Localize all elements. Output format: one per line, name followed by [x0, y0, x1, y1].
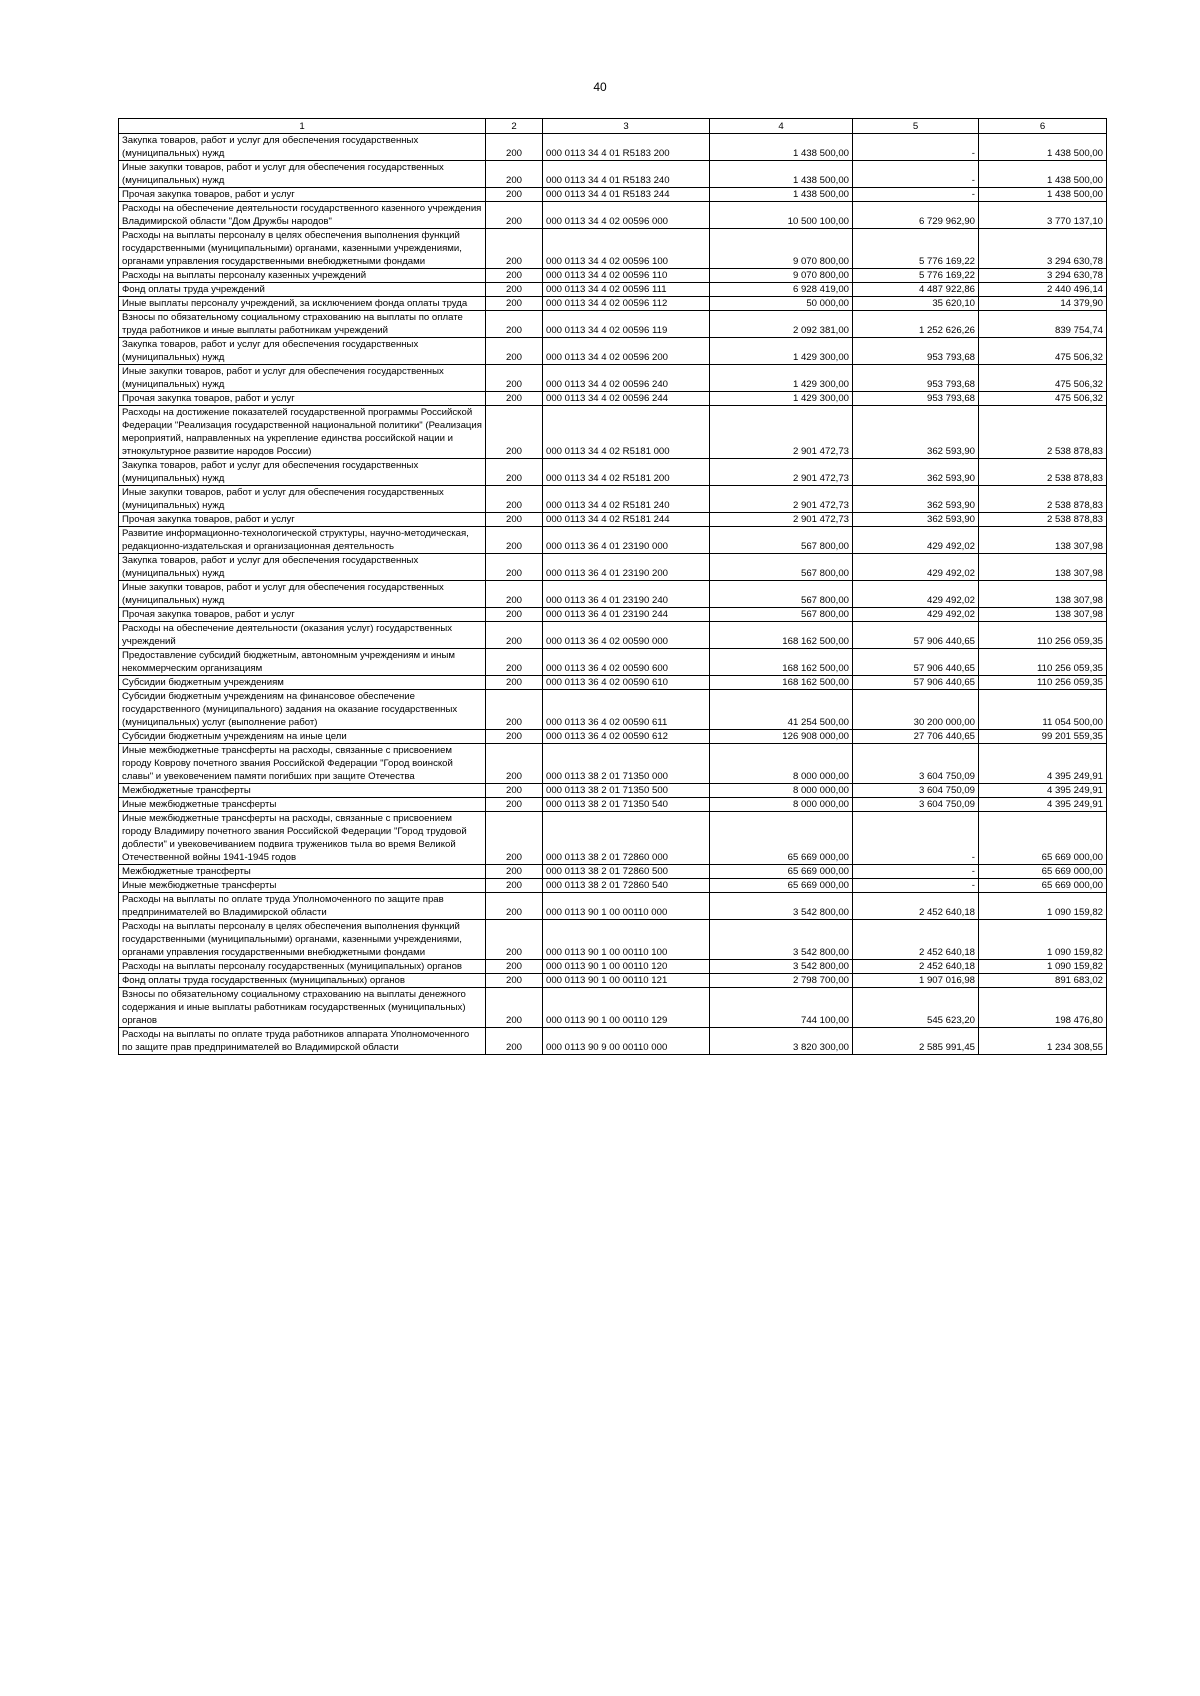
admin-code-cell: 200 [486, 920, 543, 960]
column-header: 5 [853, 119, 979, 134]
executed-amount-cell: - [853, 865, 979, 879]
table-row [119, 297, 1107, 311]
column-header: 2 [486, 119, 543, 134]
unexecuted-amount-cell: 110 256 059,35 [979, 649, 1107, 676]
expense-name-cell: Фонд оплаты труда учреждений [119, 283, 486, 297]
expense-name-cell: Предоставление субсидий бюджетным, автономным учреждениям и иным некоммерческим организациям [119, 649, 486, 676]
executed-amount-cell: 953 793,68 [853, 392, 979, 406]
admin-code-cell: 200 [486, 879, 543, 893]
executed-amount-cell: 3 604 750,09 [853, 798, 979, 812]
executed-amount-cell: 429 492,02 [853, 608, 979, 622]
column-header: 6 [979, 119, 1107, 134]
expense-name-cell: Иные межбюджетные трансферты на расходы, связанные с присвоением городу Владимиру почетного звания Российской Федерации "Город трудовой доблести" и увековечиванием подвига тружеников тыла во время Великой Отечественной войны 1941-1945 годов [119, 812, 486, 865]
page-number: 40 [593, 80, 607, 94]
expense-name-cell: Иные закупки товаров, работ и услуг для обеспечения государственных (муниципальных) нужд [119, 486, 486, 513]
expense-name-cell: Иные межбюджетные трансферты [119, 798, 486, 812]
approved-amount-cell: 567 800,00 [710, 608, 853, 622]
approved-amount-cell: 567 800,00 [710, 527, 853, 554]
unexecuted-amount-cell: 198 476,80 [979, 988, 1107, 1028]
admin-code-cell: 200 [486, 365, 543, 392]
executed-amount-cell: 5 776 169,22 [853, 229, 979, 269]
table-row [119, 338, 1107, 365]
expense-name-cell: Закупка товаров, работ и услуг для обеспечения государственных (муниципальных) нужд [119, 554, 486, 581]
expense-name-cell: Расходы на выплаты персоналу в целях обеспечения выполнения функций государственными (муниципальными) органами, казенными учреждениями, органами управления государственными внебюджетными фондами [119, 229, 486, 269]
executed-amount-cell: 2 585 991,45 [853, 1028, 979, 1055]
unexecuted-amount-cell: 2 538 878,83 [979, 513, 1107, 527]
budget-classification-code-cell: 000 0113 38 2 01 72860 500 [543, 865, 710, 879]
expense-name-cell: Расходы на достижение показателей государственной программы Российской Федерации "Реализация государственной национальной политики" (Реализация мероприятий, направленных на укрепление единства российской нации и этнокультурное развитие народов России) [119, 406, 486, 459]
budget-classification-code-cell: 000 0113 34 4 02 R5181 200 [543, 459, 710, 486]
table-row [119, 283, 1107, 297]
budget-classification-code-cell: 000 0113 34 4 01 R5183 240 [543, 161, 710, 188]
executed-amount-cell: 1 252 626,26 [853, 311, 979, 338]
budget-classification-code-cell: 000 0113 36 4 02 00590 612 [543, 730, 710, 744]
unexecuted-amount-cell: 891 683,02 [979, 974, 1107, 988]
budget-classification-code-cell: 000 0113 36 4 01 23190 000 [543, 527, 710, 554]
unexecuted-amount-cell: 138 307,98 [979, 527, 1107, 554]
expense-name-cell: Расходы на выплаты по оплате труда работников аппарата Уполномоченного по защите прав предпринимателей во Владимирской области [119, 1028, 486, 1055]
unexecuted-amount-cell: 1 090 159,82 [979, 893, 1107, 920]
budget-classification-code-cell: 000 0113 36 4 02 00590 600 [543, 649, 710, 676]
table-row [119, 406, 1107, 459]
expense-name-cell: Иные закупки товаров, работ и услуг для обеспечения государственных (муниципальных) нужд [119, 161, 486, 188]
executed-amount-cell: 429 492,02 [853, 581, 979, 608]
table-row [119, 784, 1107, 798]
executed-amount-cell: 6 729 962,90 [853, 202, 979, 229]
table-row [119, 134, 1107, 161]
table-row [119, 311, 1107, 338]
approved-amount-cell: 168 162 500,00 [710, 649, 853, 676]
expense-name-cell: Расходы на обеспечение деятельности (оказания услуг) государственных учреждений [119, 622, 486, 649]
unexecuted-amount-cell: 1 234 308,55 [979, 1028, 1107, 1055]
executed-amount-cell: - [853, 188, 979, 202]
admin-code-cell: 200 [486, 554, 543, 581]
executed-amount-cell: 362 593,90 [853, 406, 979, 459]
admin-code-cell: 200 [486, 798, 543, 812]
table-row [119, 920, 1107, 960]
admin-code-cell: 200 [486, 622, 543, 649]
approved-amount-cell: 126 908 000,00 [710, 730, 853, 744]
admin-code-cell: 200 [486, 676, 543, 690]
table-row [119, 812, 1107, 865]
column-number-row [119, 119, 1107, 134]
approved-amount-cell: 2 901 472,73 [710, 406, 853, 459]
unexecuted-amount-cell: 138 307,98 [979, 554, 1107, 581]
admin-code-cell: 200 [486, 513, 543, 527]
executed-amount-cell: 429 492,02 [853, 527, 979, 554]
unexecuted-amount-cell: 475 506,32 [979, 338, 1107, 365]
table-row [119, 608, 1107, 622]
approved-amount-cell: 1 429 300,00 [710, 365, 853, 392]
budget-classification-code-cell: 000 0113 90 1 00 00110 000 [543, 893, 710, 920]
unexecuted-amount-cell: 65 669 000,00 [979, 865, 1107, 879]
table-row [119, 229, 1107, 269]
budget-classification-code-cell: 000 0113 34 4 02 R5181 000 [543, 406, 710, 459]
unexecuted-amount-cell: 11 054 500,00 [979, 690, 1107, 730]
executed-amount-cell: 953 793,68 [853, 338, 979, 365]
executed-amount-cell: 362 593,90 [853, 513, 979, 527]
column-header: 3 [543, 119, 710, 134]
approved-amount-cell: 2 901 472,73 [710, 486, 853, 513]
approved-amount-cell: 2 901 472,73 [710, 459, 853, 486]
unexecuted-amount-cell: 99 201 559,35 [979, 730, 1107, 744]
admin-code-cell: 200 [486, 297, 543, 311]
admin-code-cell: 200 [486, 744, 543, 784]
executed-amount-cell: 35 620,10 [853, 297, 979, 311]
executed-amount-cell: 30 200 000,00 [853, 690, 979, 730]
approved-amount-cell: 567 800,00 [710, 581, 853, 608]
admin-code-cell: 200 [486, 893, 543, 920]
expense-name-cell: Закупка товаров, работ и услуг для обеспечения государственных (муниципальных) нужд [119, 134, 486, 161]
expense-name-cell: Субсидии бюджетным учреждениям на финансовое обеспечение государственного (муниципального) задания на оказание государственных (муниципальных) услуг (выполнение работ) [119, 690, 486, 730]
budget-classification-code-cell: 000 0113 34 4 02 R5181 244 [543, 513, 710, 527]
budget-classification-code-cell: 000 0113 38 2 01 71350 540 [543, 798, 710, 812]
admin-code-cell: 200 [486, 486, 543, 513]
expense-name-cell: Прочая закупка товаров, работ и услуг [119, 188, 486, 202]
approved-amount-cell: 50 000,00 [710, 297, 853, 311]
admin-code-cell: 200 [486, 988, 543, 1028]
executed-amount-cell: - [853, 161, 979, 188]
table-row [119, 690, 1107, 730]
executed-amount-cell: - [853, 879, 979, 893]
approved-amount-cell: 1 438 500,00 [710, 188, 853, 202]
expense-name-cell: Закупка товаров, работ и услуг для обеспечения государственных (муниципальных) нужд [119, 459, 486, 486]
expense-name-cell: Иные межбюджетные трансферты [119, 879, 486, 893]
approved-amount-cell: 8 000 000,00 [710, 798, 853, 812]
admin-code-cell: 200 [486, 649, 543, 676]
budget-classification-code-cell: 000 0113 34 4 02 00596 110 [543, 269, 710, 283]
expense-name-cell: Прочая закупка товаров, работ и услуг [119, 608, 486, 622]
budget-classification-code-cell: 000 0113 36 4 01 23190 200 [543, 554, 710, 581]
admin-code-cell: 200 [486, 392, 543, 406]
expense-name-cell: Расходы на выплаты персоналу государственных (муниципальных) органов [119, 960, 486, 974]
unexecuted-amount-cell: 110 256 059,35 [979, 676, 1107, 690]
table-row [119, 202, 1107, 229]
unexecuted-amount-cell: 839 754,74 [979, 311, 1107, 338]
admin-code-cell: 200 [486, 730, 543, 744]
unexecuted-amount-cell: 4 395 249,91 [979, 798, 1107, 812]
admin-code-cell: 200 [486, 527, 543, 554]
unexecuted-amount-cell: 110 256 059,35 [979, 622, 1107, 649]
executed-amount-cell: 27 706 440,65 [853, 730, 979, 744]
expense-name-cell: Прочая закупка товаров, работ и услуг [119, 392, 486, 406]
unexecuted-amount-cell: 2 538 878,83 [979, 459, 1107, 486]
executed-amount-cell: 3 604 750,09 [853, 784, 979, 798]
admin-code-cell: 200 [486, 608, 543, 622]
admin-code-cell: 200 [486, 812, 543, 865]
approved-amount-cell: 744 100,00 [710, 988, 853, 1028]
column-header: 4 [710, 119, 853, 134]
budget-classification-code-cell: 000 0113 34 4 02 00596 100 [543, 229, 710, 269]
expense-name-cell: Развитие информационно-технологической структуры, научно-методическая, редакционно-издательская и организационная деятельность [119, 527, 486, 554]
table-row [119, 161, 1107, 188]
table-row [119, 392, 1107, 406]
executed-amount-cell: 57 906 440,65 [853, 649, 979, 676]
budget-classification-code-cell: 000 0113 90 9 00 00110 000 [543, 1028, 710, 1055]
unexecuted-amount-cell: 65 669 000,00 [979, 812, 1107, 865]
unexecuted-amount-cell: 65 669 000,00 [979, 879, 1107, 893]
expense-name-cell: Расходы на выплаты по оплате труда Уполномоченного по защите прав предпринимателей во Владимирской области [119, 893, 486, 920]
unexecuted-amount-cell: 3 294 630,78 [979, 269, 1107, 283]
table-row [119, 649, 1107, 676]
unexecuted-amount-cell: 1 090 159,82 [979, 920, 1107, 960]
approved-amount-cell: 1 438 500,00 [710, 161, 853, 188]
approved-amount-cell: 3 542 800,00 [710, 960, 853, 974]
admin-code-cell: 200 [486, 581, 543, 608]
executed-amount-cell: 3 604 750,09 [853, 744, 979, 784]
table-row [119, 527, 1107, 554]
executed-amount-cell: - [853, 134, 979, 161]
approved-amount-cell: 168 162 500,00 [710, 676, 853, 690]
approved-amount-cell: 2 798 700,00 [710, 974, 853, 988]
budget-classification-code-cell: 000 0113 34 4 02 00596 240 [543, 365, 710, 392]
unexecuted-amount-cell: 138 307,98 [979, 581, 1107, 608]
budget-classification-code-cell: 000 0113 90 1 00 00110 100 [543, 920, 710, 960]
table-row [119, 893, 1107, 920]
unexecuted-amount-cell: 1 438 500,00 [979, 161, 1107, 188]
expense-name-cell: Взносы по обязательному социальному страхованию на выплаты по оплате труда работников и иные выплаты работникам учреждений [119, 311, 486, 338]
executed-amount-cell: 2 452 640,18 [853, 920, 979, 960]
unexecuted-amount-cell: 2 440 496,14 [979, 283, 1107, 297]
approved-amount-cell: 3 542 800,00 [710, 920, 853, 960]
budget-classification-code-cell: 000 0113 34 4 02 00596 200 [543, 338, 710, 365]
admin-code-cell: 200 [486, 865, 543, 879]
budget-classification-code-cell: 000 0113 34 4 02 R5181 240 [543, 486, 710, 513]
approved-amount-cell: 65 669 000,00 [710, 879, 853, 893]
expense-name-cell: Фонд оплаты труда государственных (муниципальных) органов [119, 974, 486, 988]
budget-classification-code-cell: 000 0113 36 4 02 00590 611 [543, 690, 710, 730]
column-header: 1 [119, 119, 486, 134]
budget-classification-code-cell: 000 0113 36 4 02 00590 610 [543, 676, 710, 690]
budget-classification-code-cell: 000 0113 38 2 01 71350 500 [543, 784, 710, 798]
executed-amount-cell: 1 907 016,98 [853, 974, 979, 988]
unexecuted-amount-cell: 475 506,32 [979, 365, 1107, 392]
admin-code-cell: 200 [486, 974, 543, 988]
expense-name-cell: Прочая закупка товаров, работ и услуг [119, 513, 486, 527]
unexecuted-amount-cell: 2 538 878,83 [979, 406, 1107, 459]
unexecuted-amount-cell: 4 395 249,91 [979, 744, 1107, 784]
executed-amount-cell: 362 593,90 [853, 459, 979, 486]
approved-amount-cell: 9 070 800,00 [710, 229, 853, 269]
expense-name-cell: Субсидии бюджетным учреждениям на иные цели [119, 730, 486, 744]
table-row [119, 974, 1107, 988]
approved-amount-cell: 9 070 800,00 [710, 269, 853, 283]
admin-code-cell: 200 [486, 229, 543, 269]
approved-amount-cell: 168 162 500,00 [710, 622, 853, 649]
budget-classification-code-cell: 000 0113 38 2 01 72860 000 [543, 812, 710, 865]
approved-amount-cell: 8 000 000,00 [710, 784, 853, 798]
unexecuted-amount-cell: 3 294 630,78 [979, 229, 1107, 269]
executed-amount-cell: 429 492,02 [853, 554, 979, 581]
admin-code-cell: 200 [486, 406, 543, 459]
admin-code-cell: 200 [486, 690, 543, 730]
admin-code-cell: 200 [486, 960, 543, 974]
expense-name-cell: Иные закупки товаров, работ и услуг для обеспечения государственных (муниципальных) нужд [119, 581, 486, 608]
approved-amount-cell: 3 542 800,00 [710, 893, 853, 920]
executed-amount-cell: 362 593,90 [853, 486, 979, 513]
budget-classification-code-cell: 000 0113 90 1 00 00110 129 [543, 988, 710, 1028]
budget-classification-code-cell: 000 0113 34 4 02 00596 112 [543, 297, 710, 311]
table-row [119, 188, 1107, 202]
admin-code-cell: 200 [486, 338, 543, 365]
table-row [119, 879, 1107, 893]
table-row [119, 676, 1107, 690]
expense-name-cell: Расходы на выплаты персоналу в целях обеспечения выполнения функций государственными (муниципальными) органами, казенными учреждениями, органами управления государственными внебюджетными фондами [119, 920, 486, 960]
approved-amount-cell: 2 901 472,73 [710, 513, 853, 527]
executed-amount-cell: 57 906 440,65 [853, 622, 979, 649]
approved-amount-cell: 65 669 000,00 [710, 865, 853, 879]
executed-amount-cell: 2 452 640,18 [853, 960, 979, 974]
budget-classification-code-cell: 000 0113 90 1 00 00110 121 [543, 974, 710, 988]
table-row [119, 960, 1107, 974]
unexecuted-amount-cell: 14 379,90 [979, 297, 1107, 311]
expense-name-cell: Иные межбюджетные трансферты на расходы, связанные с присвоением городу Коврову почетного звания Российской Федерации "Город воинской славы" и увековечением памяти погибших при защите Отечества [119, 744, 486, 784]
approved-amount-cell: 8 000 000,00 [710, 744, 853, 784]
budget-classification-code-cell: 000 0113 36 4 02 00590 000 [543, 622, 710, 649]
executed-amount-cell: 5 776 169,22 [853, 269, 979, 283]
approved-amount-cell: 10 500 100,00 [710, 202, 853, 229]
table-row [119, 730, 1107, 744]
expense-name-cell: Иные закупки товаров, работ и услуг для обеспечения государственных (муниципальных) нужд [119, 365, 486, 392]
admin-code-cell: 200 [486, 784, 543, 798]
table-row [119, 365, 1107, 392]
budget-classification-code-cell: 000 0113 34 4 02 00596 000 [543, 202, 710, 229]
executed-amount-cell: 545 623,20 [853, 988, 979, 1028]
approved-amount-cell: 567 800,00 [710, 554, 853, 581]
budget-classification-code-cell: 000 0113 34 4 02 00596 119 [543, 311, 710, 338]
executed-amount-cell: 953 793,68 [853, 365, 979, 392]
table-row [119, 269, 1107, 283]
approved-amount-cell: 3 820 300,00 [710, 1028, 853, 1055]
unexecuted-amount-cell: 1 438 500,00 [979, 134, 1107, 161]
admin-code-cell: 200 [486, 283, 543, 297]
unexecuted-amount-cell: 4 395 249,91 [979, 784, 1107, 798]
table-row [119, 513, 1107, 527]
expense-name-cell: Закупка товаров, работ и услуг для обеспечения государственных (муниципальных) нужд [119, 338, 486, 365]
table-row [119, 798, 1107, 812]
admin-code-cell: 200 [486, 311, 543, 338]
table-row [119, 459, 1107, 486]
approved-amount-cell: 6 928 419,00 [710, 283, 853, 297]
budget-classification-code-cell: 000 0113 38 2 01 71350 000 [543, 744, 710, 784]
approved-amount-cell: 1 438 500,00 [710, 134, 853, 161]
unexecuted-amount-cell: 2 538 878,83 [979, 486, 1107, 513]
table-row [119, 988, 1107, 1028]
budget-classification-code-cell: 000 0113 38 2 01 72860 540 [543, 879, 710, 893]
table-row [119, 865, 1107, 879]
table-row [119, 622, 1107, 649]
budget-classification-code-cell: 000 0113 34 4 01 R5183 200 [543, 134, 710, 161]
budget-classification-code-cell: 000 0113 36 4 01 23190 244 [543, 608, 710, 622]
budget-classification-code-cell: 000 0113 34 4 02 00596 111 [543, 283, 710, 297]
budget-classification-code-cell: 000 0113 34 4 01 R5183 244 [543, 188, 710, 202]
expense-name-cell: Расходы на выплаты персоналу казенных учреждений [119, 269, 486, 283]
table-row [119, 1028, 1107, 1055]
expense-name-cell: Взносы по обязательному социальному страхованию на выплаты денежного содержания и иные выплаты работникам государственных (муниципальных) органов [119, 988, 486, 1028]
approved-amount-cell: 2 092 381,00 [710, 311, 853, 338]
expense-name-cell: Межбюджетные трансферты [119, 865, 486, 879]
budget-classification-code-cell: 000 0113 34 4 02 00596 244 [543, 392, 710, 406]
executed-amount-cell: 57 906 440,65 [853, 676, 979, 690]
unexecuted-amount-cell: 138 307,98 [979, 608, 1107, 622]
approved-amount-cell: 1 429 300,00 [710, 338, 853, 365]
unexecuted-amount-cell: 1 090 159,82 [979, 960, 1107, 974]
budget-classification-code-cell: 000 0113 90 1 00 00110 120 [543, 960, 710, 974]
expense-name-cell: Межбюджетные трансферты [119, 784, 486, 798]
budget-execution-table [118, 118, 1107, 1055]
admin-code-cell: 200 [486, 202, 543, 229]
admin-code-cell: 200 [486, 1028, 543, 1055]
expense-name-cell: Иные выплаты персоналу учреждений, за исключением фонда оплаты труда [119, 297, 486, 311]
table-row [119, 554, 1107, 581]
expense-name-cell: Расходы на обеспечение деятельности государственного казенного учреждения Владимирской области "Дом Дружбы народов" [119, 202, 486, 229]
table-row [119, 581, 1107, 608]
unexecuted-amount-cell: 1 438 500,00 [979, 188, 1107, 202]
table-row [119, 486, 1107, 513]
executed-amount-cell: - [853, 812, 979, 865]
unexecuted-amount-cell: 3 770 137,10 [979, 202, 1107, 229]
admin-code-cell: 200 [486, 161, 543, 188]
approved-amount-cell: 41 254 500,00 [710, 690, 853, 730]
unexecuted-amount-cell: 475 506,32 [979, 392, 1107, 406]
approved-amount-cell: 65 669 000,00 [710, 812, 853, 865]
table-row [119, 744, 1107, 784]
executed-amount-cell: 2 452 640,18 [853, 893, 979, 920]
expense-name-cell: Субсидии бюджетным учреждениям [119, 676, 486, 690]
admin-code-cell: 200 [486, 188, 543, 202]
admin-code-cell: 200 [486, 459, 543, 486]
approved-amount-cell: 1 429 300,00 [710, 392, 853, 406]
executed-amount-cell: 4 487 922,86 [853, 283, 979, 297]
admin-code-cell: 200 [486, 269, 543, 283]
budget-classification-code-cell: 000 0113 36 4 01 23190 240 [543, 581, 710, 608]
admin-code-cell: 200 [486, 134, 543, 161]
